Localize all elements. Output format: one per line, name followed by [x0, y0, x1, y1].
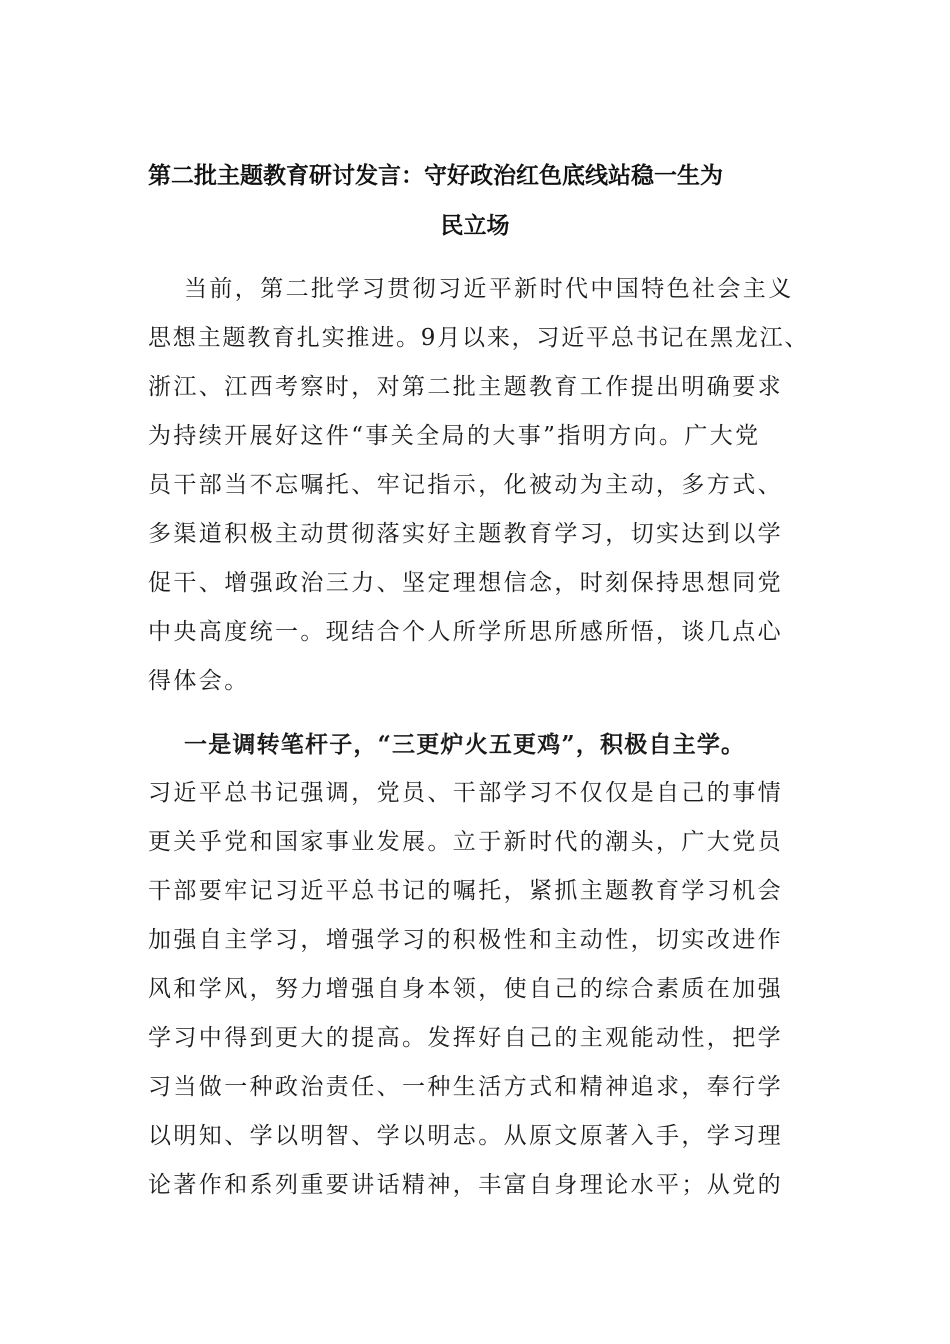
- section-1-line-3: 干部要牢记习近平总书记的嘱托，紧抓主题教育学习机会: [148, 878, 783, 904]
- paragraph-1-line-6: 多渠道积极主动贯彻落实好主题教育学习，切实达到以学: [148, 521, 783, 547]
- document-title-line-1: 第二批主题教育研讨发言：守好政治红色底线站稳一生为: [148, 162, 723, 189]
- paragraph-1-line-7: 促干、增强政治三力、坚定理想信念，时刻保持思想同党: [148, 570, 783, 596]
- section-1-line-2: 更关乎党和国家事业发展。立于新时代的潮头，广大党员: [148, 829, 783, 855]
- section-1-line-7: 习当做一种政治责任、一种生活方式和精神追求，奉行学: [148, 1074, 783, 1100]
- paragraph-1-line-9: 得体会。: [148, 668, 250, 694]
- paragraph-1-line-1: 当前，第二批学习贯彻习近平新时代中国特色社会主义: [184, 276, 794, 302]
- paragraph-1-line-2: 思想主题教育扎实推进。9月以来，习近平总书记在黑龙江、: [148, 325, 810, 351]
- paragraph-1-line-8: 中央高度统一。现结合个人所学所思所感所悟，谈几点心: [148, 619, 783, 645]
- section-1-line-8: 以明知、学以明智、学以明志。从原文原著入手，学习理: [148, 1123, 783, 1149]
- section-1-heading: 一是调转笔杆子，“三更炉火五更鸡”，积极自主学。: [184, 731, 746, 758]
- paragraph-1-line-5: 员干部当不忘嘱托、牢记指示，化被动为主动，多方式、: [148, 472, 783, 498]
- section-1-line-6: 学习中得到更大的提高。发挥好自己的主观能动性，把学: [148, 1025, 783, 1051]
- section-1-line-4: 加强自主学习，增强学习的积极性和主动性，切实改进作: [148, 927, 783, 953]
- section-1-line-9: 论著作和系列重要讲话精神，丰富自身理论水平；从党的: [148, 1172, 783, 1198]
- document-title-line-2: 民立场: [440, 212, 510, 239]
- section-1-line-5: 风和学风，努力增强自身本领，使自己的综合素质在加强: [148, 976, 783, 1002]
- paragraph-1-line-4: 为持续开展好这件“事关全局的大事”指明方向。广大党: [148, 423, 761, 449]
- section-1-line-1: 习近平总书记强调，党员、干部学习不仅仅是自己的事情: [148, 780, 783, 806]
- paragraph-1-line-3: 浙江、江西考察时，对第二批主题教育工作提出明确要求: [148, 374, 783, 400]
